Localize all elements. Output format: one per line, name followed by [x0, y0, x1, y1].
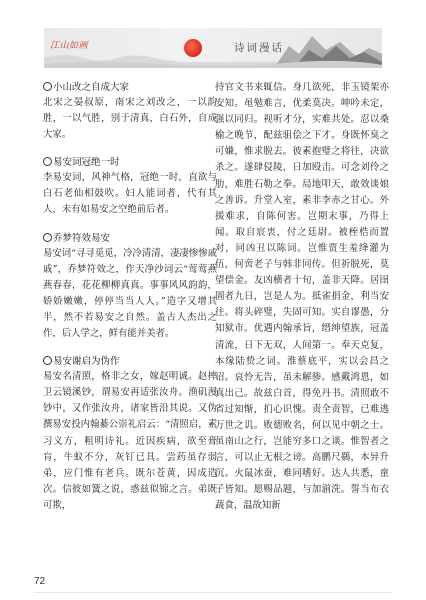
mountain-landscape-icon	[44, 28, 382, 68]
entry-body: 易安词“寻寻觅觅，冷冷清清，凄凄惨惨戚戚”，乔梦符效之，作天净沙词云“莺莺燕燕春春，花花柳柳真真。事事风风韵韵，娇娇嫩嫩，停停当当人人。”造字又增其半，然不若易安之自然。盖古人杰出之作，后人学之，鲜有能并美者。	[43, 247, 217, 340]
left-column	[43, 80, 217, 514]
entry	[43, 231, 217, 343]
entry	[43, 80, 217, 143]
circle-bullet-icon	[43, 233, 52, 242]
entry-heading: 易安词冠绝一时	[43, 155, 217, 170]
circle-bullet-icon	[43, 356, 52, 365]
page-number: 72	[34, 576, 46, 587]
entry-body: 李易安词，风神气格，冠绝一时，直欲与白石老仙相鼓吹。妇人能词者，代有其人，未有如易安之空绝前后者。	[43, 172, 217, 216]
entry-heading: 易安谢启为伪作	[43, 354, 217, 369]
entry	[43, 155, 217, 218]
section-title: 诗词漫话	[234, 42, 284, 54]
header-banner	[44, 28, 382, 68]
continued-entry-body: 持官文书来辄信。身几欲死，非玉镜架亦安知。黾勉难言，优柔莫决。呻吟未定，强以同归。视听才分，实难共处。忍以桑榆之晚节，配兹驵侩之下才。身既怀臭之可嫌，惟求脱去。彼素抱璧之将往，决欲杀之。遂肆侵陵，日加殴击。可念刘伶之肋，难胜石勒之拳。局地叩天，敢效谈娘之善诉。升堂入室，素非李赤之甘心。外援难求，自陈何害。岂期末事，乃得上闻。取自宸衷，付之廷尉。被桎梏而置对，同凶丑以陈词。岂惟贾生羞绛灌为伍，何啻老子与韩非同传。但祈脱死，莫望偿金。友凶横者十旬，盖非天降。居囹圄者九日，岂是人为。抵雀捐金，利当安往。将头碎璧，失固可知。实自谬愚，分知狱市。优遇内翰承旨，缙绅望族，冠盖清流，日下无双，人间第一。奉天克复，本缘陆贽之词。淮蔡底平，实以会昌之诏。哀怜无告，虽未解骖。感戴鸿恩，如真出己。故兹白首，得免丹书。清照敢不省过知惭，扪心识愧。责全责智，已难逃万世之讥。败德败名，何以见中朝之士。虽南山之行，岂能穷多口之谈。惟智者之言，可以止无根之谤。高鹏尺鷃，本异升沉。火鼠冰蚕，难同嗜好。达人共悉，童子皆知。愿赐品题，与加湔洗。誓当布衣蔬食，温故知新	[215, 82, 389, 512]
footer-divider	[34, 592, 392, 593]
entry-body: 北宋之晏叔原，南宋之刘改之，一以韵胜，一以气胜，别于清真，白石外，自成大家。	[43, 97, 217, 141]
entry-heading: 乔梦符效易安	[43, 231, 217, 246]
red-sun-icon	[184, 39, 202, 57]
circle-bullet-icon	[43, 157, 52, 166]
entry	[43, 354, 217, 514]
right-column	[215, 80, 389, 515]
entry-body: 易安名清照，格非之女，嫁赵明诚。赵摔卫云镜溪钞，谓易安再适张汝舟。渔矶漫钞中，又作张汝舟，诸家皆沿其说。又伪撰易安投内翰綦公崇礼启云：“清照启，素习义方，粗明诗礼。近因疾病，欲至膏肓，牛蚁不分，灰钉已具。尝药虽存弱弟，应门惟有老兵。既尔苍黄，因成造次。信彼如簧之说，惑兹似锦之言。弟既可欺，	[43, 371, 217, 511]
banner-calligraphy: 江山如画	[50, 41, 89, 51]
entry-heading: 小山改之自成大家	[43, 80, 217, 95]
circle-bullet-icon	[43, 82, 52, 91]
